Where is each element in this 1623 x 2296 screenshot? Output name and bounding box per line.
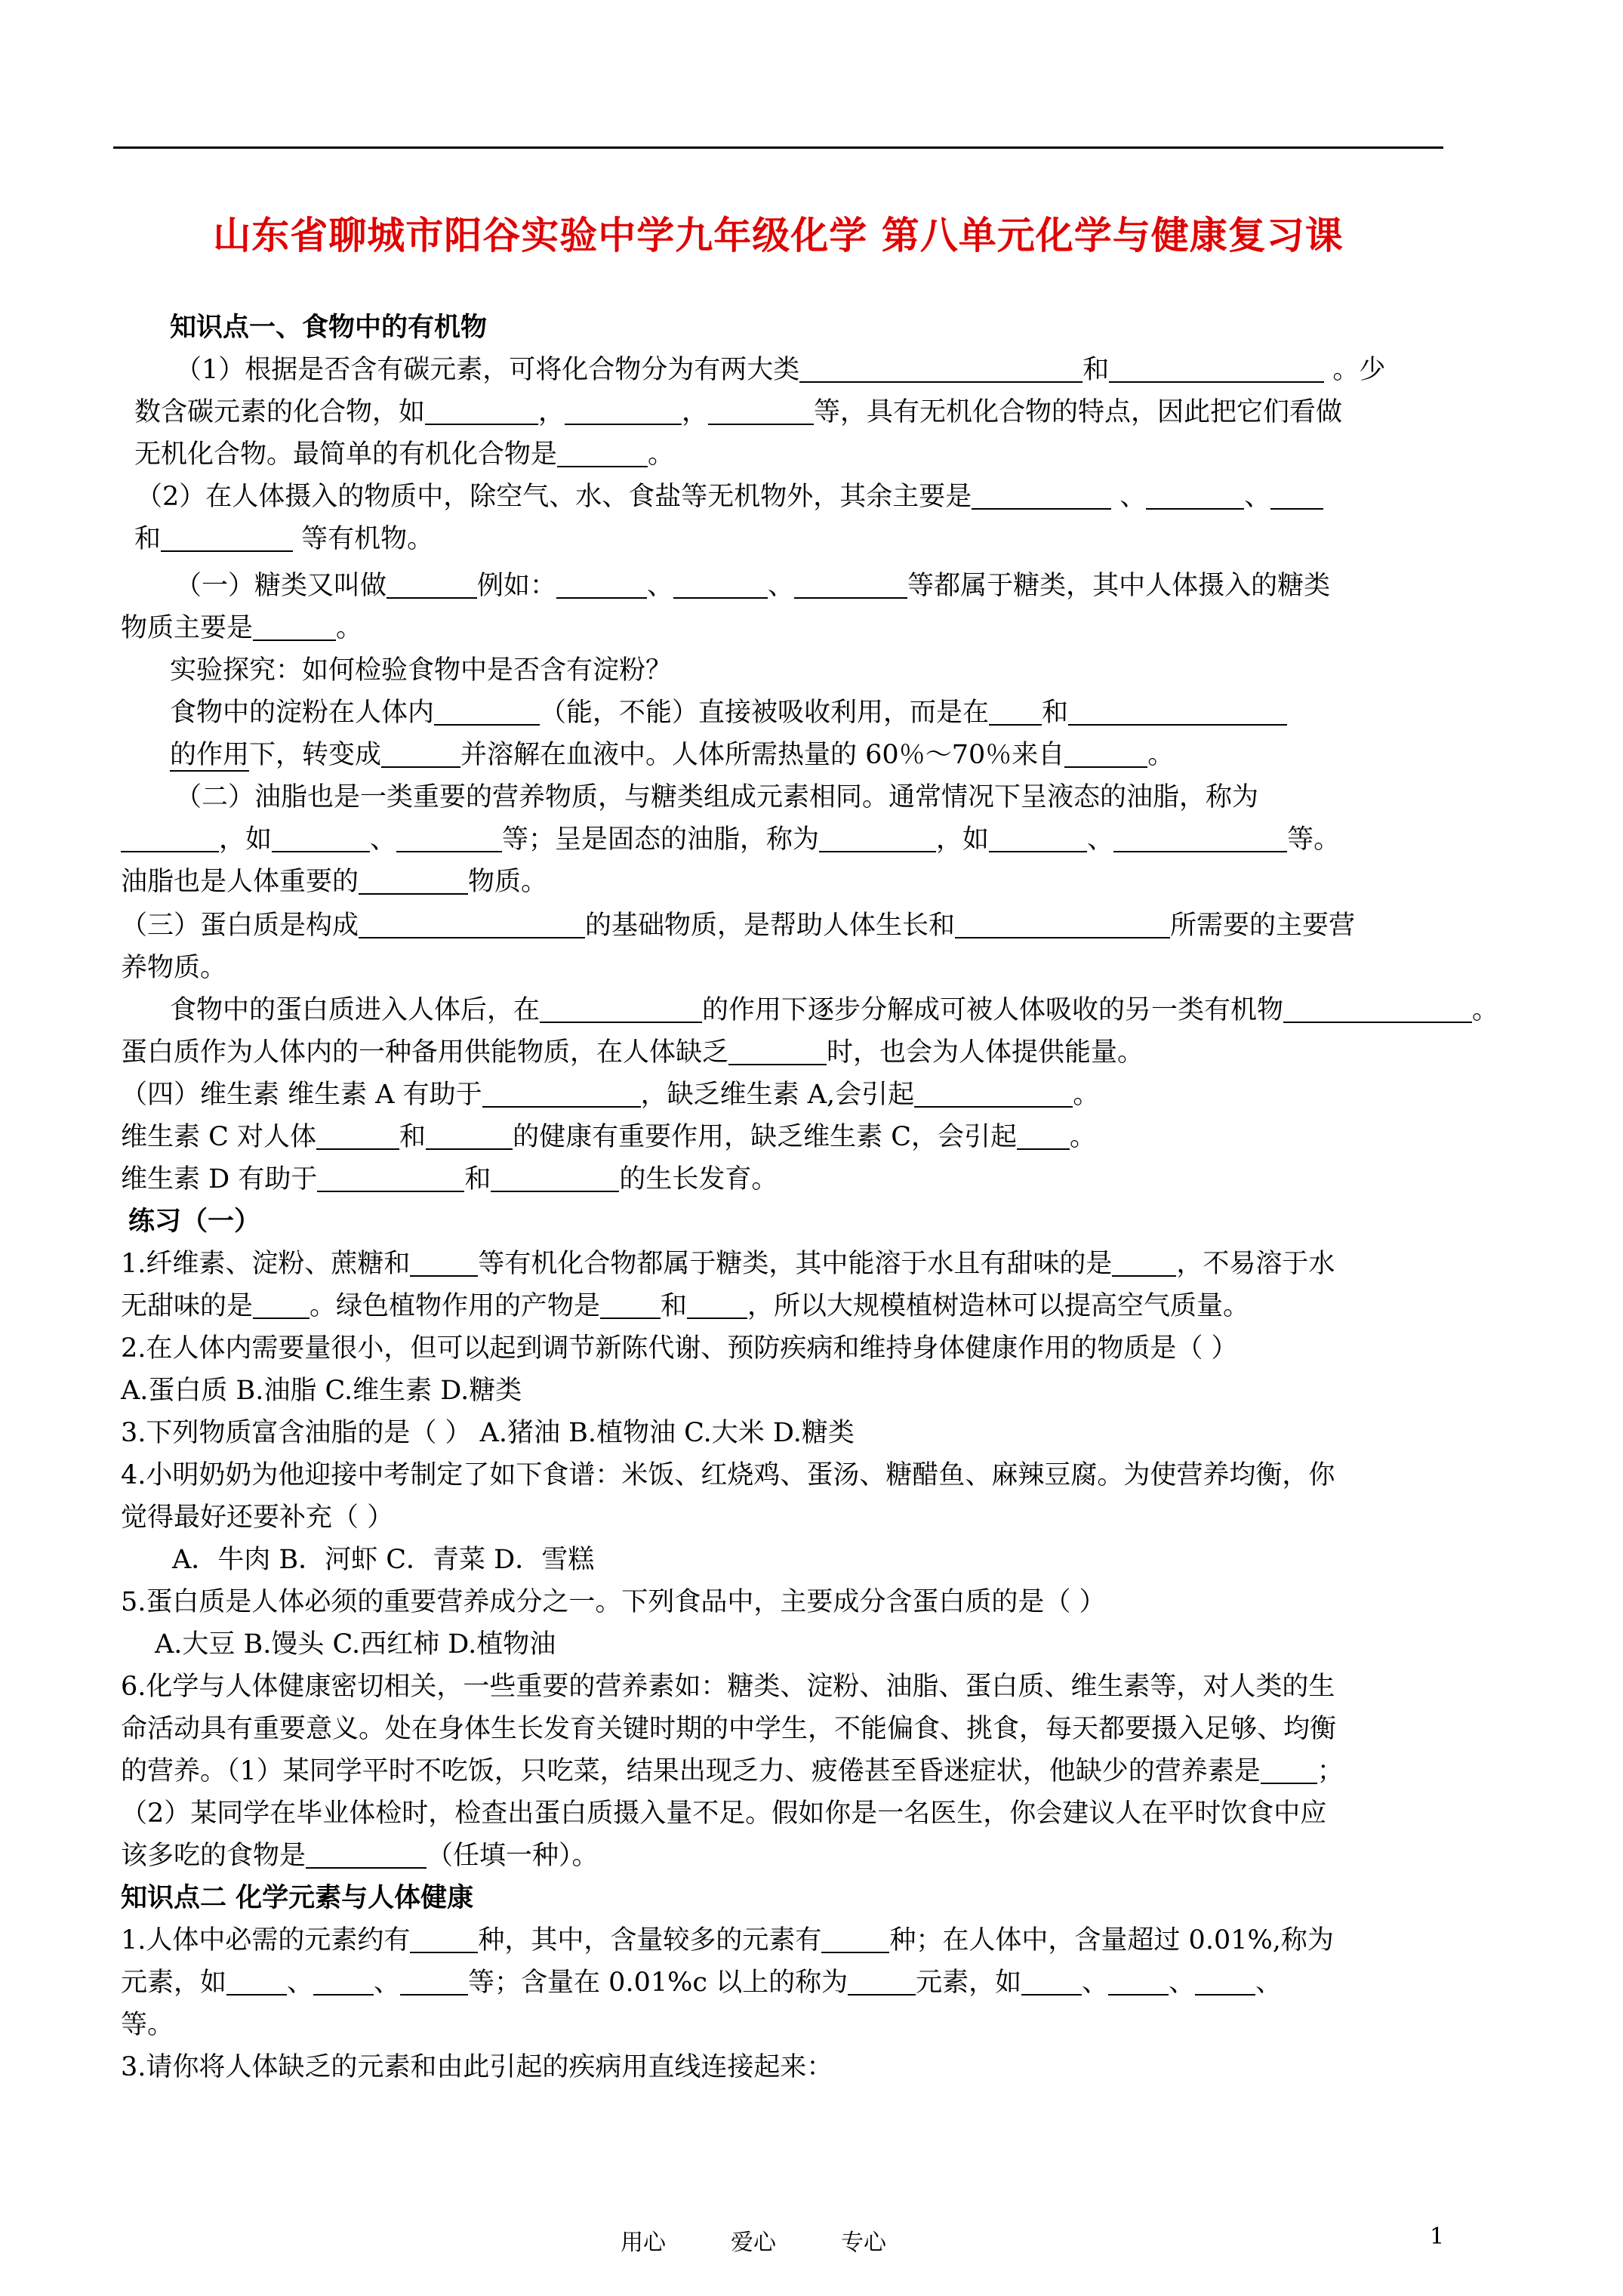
text-segment: 、 [370,824,397,855]
text-segment: 实验探究：如何检验食物中是否含有淀粉？ [170,655,673,686]
page-number: 1 [1430,2224,1445,2250]
text-segment: （一）糖类又叫做 [175,571,387,601]
text-segment: 的健康有重要作用，缺乏维生素 C，会引起 [513,1122,1017,1152]
footer-text-2: 爱心 [731,2230,776,2256]
answer-blank [400,1970,468,1996]
text-segment: 时，也会为人体提供能量。 [827,1037,1144,1068]
text-segment: 、 [1111,482,1147,512]
text-segment: 等；呈是固态的油脂，称为 [502,824,820,855]
answer-blank [708,399,814,425]
footer-text-3: 专心 [841,2230,886,2256]
text-line [121,1120,1096,1154]
page-title: 山东省聊城市阳谷实验中学九年级化学 第八单元化学与健康复习课 [213,213,1344,257]
text-segment: 和 [134,524,162,554]
text-segment: 。 [1472,995,1499,1025]
answer-blank [482,1082,641,1108]
answer-blank [1113,827,1287,852]
answer-blank [313,1970,374,1996]
answer-blank [799,357,1083,383]
text-segment: 。 [336,613,363,643]
text-segment: 食物中的蛋白质进入人体后，在 [170,995,540,1025]
text-segment: 例如： [477,571,557,601]
text-segment: ，如 [219,824,273,855]
answer-blank [253,1293,310,1319]
text-segment: 等；含量在 0.01%c 以上的称为 [468,1968,848,1998]
text-line [121,2008,174,2042]
text-segment: 维生素 C 对人体 [121,1122,317,1152]
text-line [175,353,1385,387]
answer-blank [426,1124,513,1150]
text-segment: （1）根据是否含有碳元素，可将化合物分为有两大类 [175,355,800,385]
text-segment: 、 [1169,1968,1196,1998]
answer-blank [359,913,585,938]
text-segment: ，如 [936,824,990,855]
answer-blank [1112,1251,1176,1277]
text-segment: ； [1317,1756,1344,1786]
text-line [175,780,1258,815]
text-segment: 觉得最好还要补充（ ） [121,1502,394,1533]
text-line [121,951,226,985]
text-segment: 。 [648,439,675,470]
text-segment: （四）维生素 维生素 A 有助于 [121,1080,482,1110]
text-segment: 知识点一、食物中的有机物 [170,312,488,343]
underlined-text: 的作用 [170,740,250,770]
answer-blank [1283,997,1472,1023]
text-line [155,1627,556,1662]
text-segment: 、 [768,571,795,601]
text-segment: 下，转变成 [249,740,382,770]
answer-blank [540,997,702,1023]
text-segment: 4.小明奶奶为他迎接中考制定了如下食谱：米饭、红烧鸡、蛋汤、糖醋鱼、麻辣豆腐。为使营养均衡，你 [121,1460,1335,1490]
text-segment: A．牛肉 B．河虾 C．青菜 D．雪糕 [172,1545,595,1575]
answer-blank [848,1970,916,1996]
text-segment: （能，不能）直接被吸收利用，而是在 [540,698,990,728]
text-line [121,1669,1335,1704]
text-line [175,569,1330,603]
text-segment: ， [538,397,565,427]
text-line [121,1458,1335,1493]
text-segment: 等都属于糖类，其中人体摄入的糖类 [907,571,1331,601]
answer-blank [989,827,1087,852]
answer-blank [317,1166,464,1192]
text-segment: 和 [661,1291,688,1321]
answer-blank [1261,1758,1317,1784]
answer-blank [1195,1970,1255,1996]
text-line [172,1542,594,1577]
text-segment: 、 [1244,482,1271,512]
text-segment: 物质。 [468,867,548,897]
text-segment: 知识点二 化学元素与人体健康 [121,1882,474,1913]
text-line [170,738,1174,772]
answer-blank [434,700,540,726]
answer-blank [253,615,336,641]
text-segment: A.大豆 B.馒头 C.西红柿 D.植物油 [155,1629,556,1660]
text-line [121,2050,833,2085]
answer-blank [914,1082,1073,1108]
text-segment: 等。 [121,2010,174,2040]
answer-blank [121,827,219,852]
text-segment: 等。 [1287,824,1341,855]
answer-blank [387,573,477,599]
text-segment: 所需要的主要营 [1170,911,1356,941]
answer-blank [687,1293,747,1319]
text-segment: 物质主要是 [121,613,254,643]
answer-blank [955,913,1170,938]
text-segment: ，不易溶于水 [1176,1249,1335,1279]
text-line [121,1289,1249,1324]
text-line [121,1500,393,1535]
text-line [121,908,1355,943]
text-segment: 蛋白质作为人体内的一种备用供能物质，在人体缺乏 [121,1037,729,1068]
text-segment: 2.在人体内需要量很小，但可以起到调节新陈代谢、预防疾病和维持身体健康作用的物质是（ ） [121,1333,1238,1364]
text-line [121,1035,1144,1070]
text-segment: 等，具有无机化合物的特点，因此把它们看做 [814,397,1343,427]
text-line [121,1585,1106,1620]
answer-blank [728,1040,827,1065]
text-line [121,1247,1335,1281]
text-segment: 养物质。 [121,953,227,983]
answer-blank [557,442,648,467]
text-segment: （三）蛋白质是构成 [121,911,359,941]
text-line [128,1204,260,1239]
text-segment: 命活动具有重要意义。处在身体生长发育关键时期的中学生，不能偏食、挑食，每天都要摄入足够、均衡 [121,1714,1337,1744]
text-segment: 1.纤维素、淀粉、蔗糖和 [121,1249,411,1279]
text-segment: 5.蛋白质是人体必须的重要营养成分之一。下列食品中，主要成分含蛋白质的是（ ） [121,1587,1106,1617]
answer-blank [161,526,293,552]
text-line [121,864,547,899]
text-segment: 6.化学与人体健康密切相关，一些重要的营养素如：糖类、淀粉、油脂、蛋白质、维生素等，对人类的生 [121,1672,1335,1702]
text-line [134,522,433,556]
text-line [121,1373,522,1408]
answer-blank [491,1166,619,1192]
text-line [121,1838,599,1873]
text-segment: 、 [374,1968,401,1998]
text-line [121,1923,1334,1958]
answer-blank [226,1970,287,1996]
text-segment: 、 [287,1968,314,1998]
answer-blank [600,1293,661,1319]
text-segment: 等有机化合物都属于糖类，其中能溶于水且有甜味的是 [478,1249,1113,1279]
text-segment: （二）油脂也是一类重要的营养物质，与糖类组成元素相同。通常情况下呈液态的油脂，称为 [175,782,1259,812]
text-segment: 的作用下逐步分解成可被人体吸收的另一类有机物 [702,995,1284,1025]
text-segment: 、 [1082,1968,1109,1998]
text-segment: 并溶解在血液中。人体所需热量的 60％～70％来自 [460,740,1065,770]
text-segment: 。 [1069,1122,1096,1152]
answer-blank [410,1251,478,1277]
text-segment: 无甜味的是 [121,1291,254,1321]
text-segment: 的生长发育。 [619,1164,778,1194]
text-segment: （2）某同学在毕业体检时，检查出蛋白质摄入量不足。假如你是一名医生，你会建议人在平时饮食中应 [121,1798,1327,1829]
answer-blank [821,1928,889,1953]
answer-blank [1064,742,1147,768]
answer-blank [1109,357,1324,383]
answer-blank [556,573,647,599]
answer-blank [306,1843,427,1869]
text-segment: 等有机物。 [293,524,434,554]
text-segment: A.蛋白质 B.油脂 C.维生素 D.糖类 [121,1376,522,1406]
text-segment: 和 [399,1122,427,1152]
text-segment: 、 [1087,824,1114,855]
text-segment: 。 [1073,1080,1100,1110]
text-segment: 和 [464,1164,491,1194]
text-segment: 1.人体中必需的元素约有 [121,1925,411,1955]
answer-blank [316,1124,399,1150]
text-segment: 3.下列物质富含油脂的是（ ） A.猪油 B.植物油 C.大米 D.糖类 [121,1418,855,1448]
text-line [134,437,674,472]
answer-blank [1108,1970,1169,1996]
answer-blank [425,399,538,425]
answer-blank [396,827,502,852]
text-segment: ，缺乏维生素 A,会引起 [640,1080,915,1110]
text-segment: 种；在人体中，含量超过 0.01%,称为 [889,1925,1334,1955]
text-segment: （任填一种）。 [427,1841,599,1871]
text-segment: 练习（一） [128,1206,261,1237]
text-line [121,1754,1344,1789]
text-segment: 3.请你将人体缺乏的元素和由此引起的疾病用直线连接起来： [121,2052,833,2082]
answer-blank [381,742,460,768]
text-segment: 数含碳元素的化合物，如 [134,397,426,427]
text-segment: ，所以大规模植树造林可以提高空气质量。 [747,1291,1250,1321]
answer-blank [359,869,468,895]
text-line [170,310,487,345]
text-line [121,1331,1238,1366]
text-line [134,395,1342,430]
text-line [121,822,1340,857]
text-segment: 。绿色植物作用的产物是 [310,1291,601,1321]
text-line [121,1416,855,1450]
text-line [121,611,362,646]
answer-blank [972,484,1111,510]
header-rule [113,146,1443,149]
answer-blank [565,399,682,425]
text-segment: 、 [647,571,674,601]
footer-text-1: 用心 [621,2230,666,2256]
text-segment: 该多吃的食物是 [121,1841,306,1871]
text-segment: 、 [1255,1968,1283,1998]
text-line [170,695,1287,730]
answer-blank [1146,484,1244,510]
text-line [121,1881,473,1915]
answer-blank [410,1928,478,1953]
text-segment: 维生素 D 有助于 [121,1164,318,1194]
text-segment: 元素，如 [121,1968,227,1998]
text-segment: 和 [1083,355,1110,385]
answer-blank [1270,484,1323,510]
text-line [121,1712,1336,1746]
answer-blank [989,700,1042,726]
text-segment: 的营养。（1）某同学平时不吃饭，只吃菜，结果出现乏力、疲倦甚至昏迷症状，他缺少的营养素是 [121,1756,1261,1786]
text-line [170,993,1498,1028]
text-segment: ， [682,397,709,427]
text-segment: 无机化合物。最简单的有机化合物是 [134,439,558,470]
text-segment: 元素，如 [916,1968,1022,1998]
text-segment: （2）在人体摄入的物质中，除空气、水、食盐等无机物外，其余主要是 [136,482,972,512]
answer-blank [673,573,768,599]
answer-blank [1021,1970,1082,1996]
text-line [136,479,1323,514]
text-line [121,1077,1099,1112]
text-line [121,1796,1326,1831]
text-segment: 种，其中，含量较多的元素有 [478,1925,822,1955]
text-segment: 。 [1147,740,1175,770]
text-segment: 油脂也是人体重要的 [121,867,359,897]
text-segment: 和 [1042,698,1069,728]
text-line [121,1162,778,1197]
text-segment: 食物中的淀粉在人体内 [170,698,435,728]
answer-blank [819,827,936,852]
text-segment: 的基础物质，是帮助人体生长和 [585,911,956,941]
text-line [170,653,672,688]
text-line [121,1965,1282,2000]
answer-blank [794,573,907,599]
text-segment: 。少 [1324,355,1386,385]
answer-blank [1017,1124,1070,1150]
answer-blank [1068,700,1287,726]
answer-blank [272,827,370,852]
